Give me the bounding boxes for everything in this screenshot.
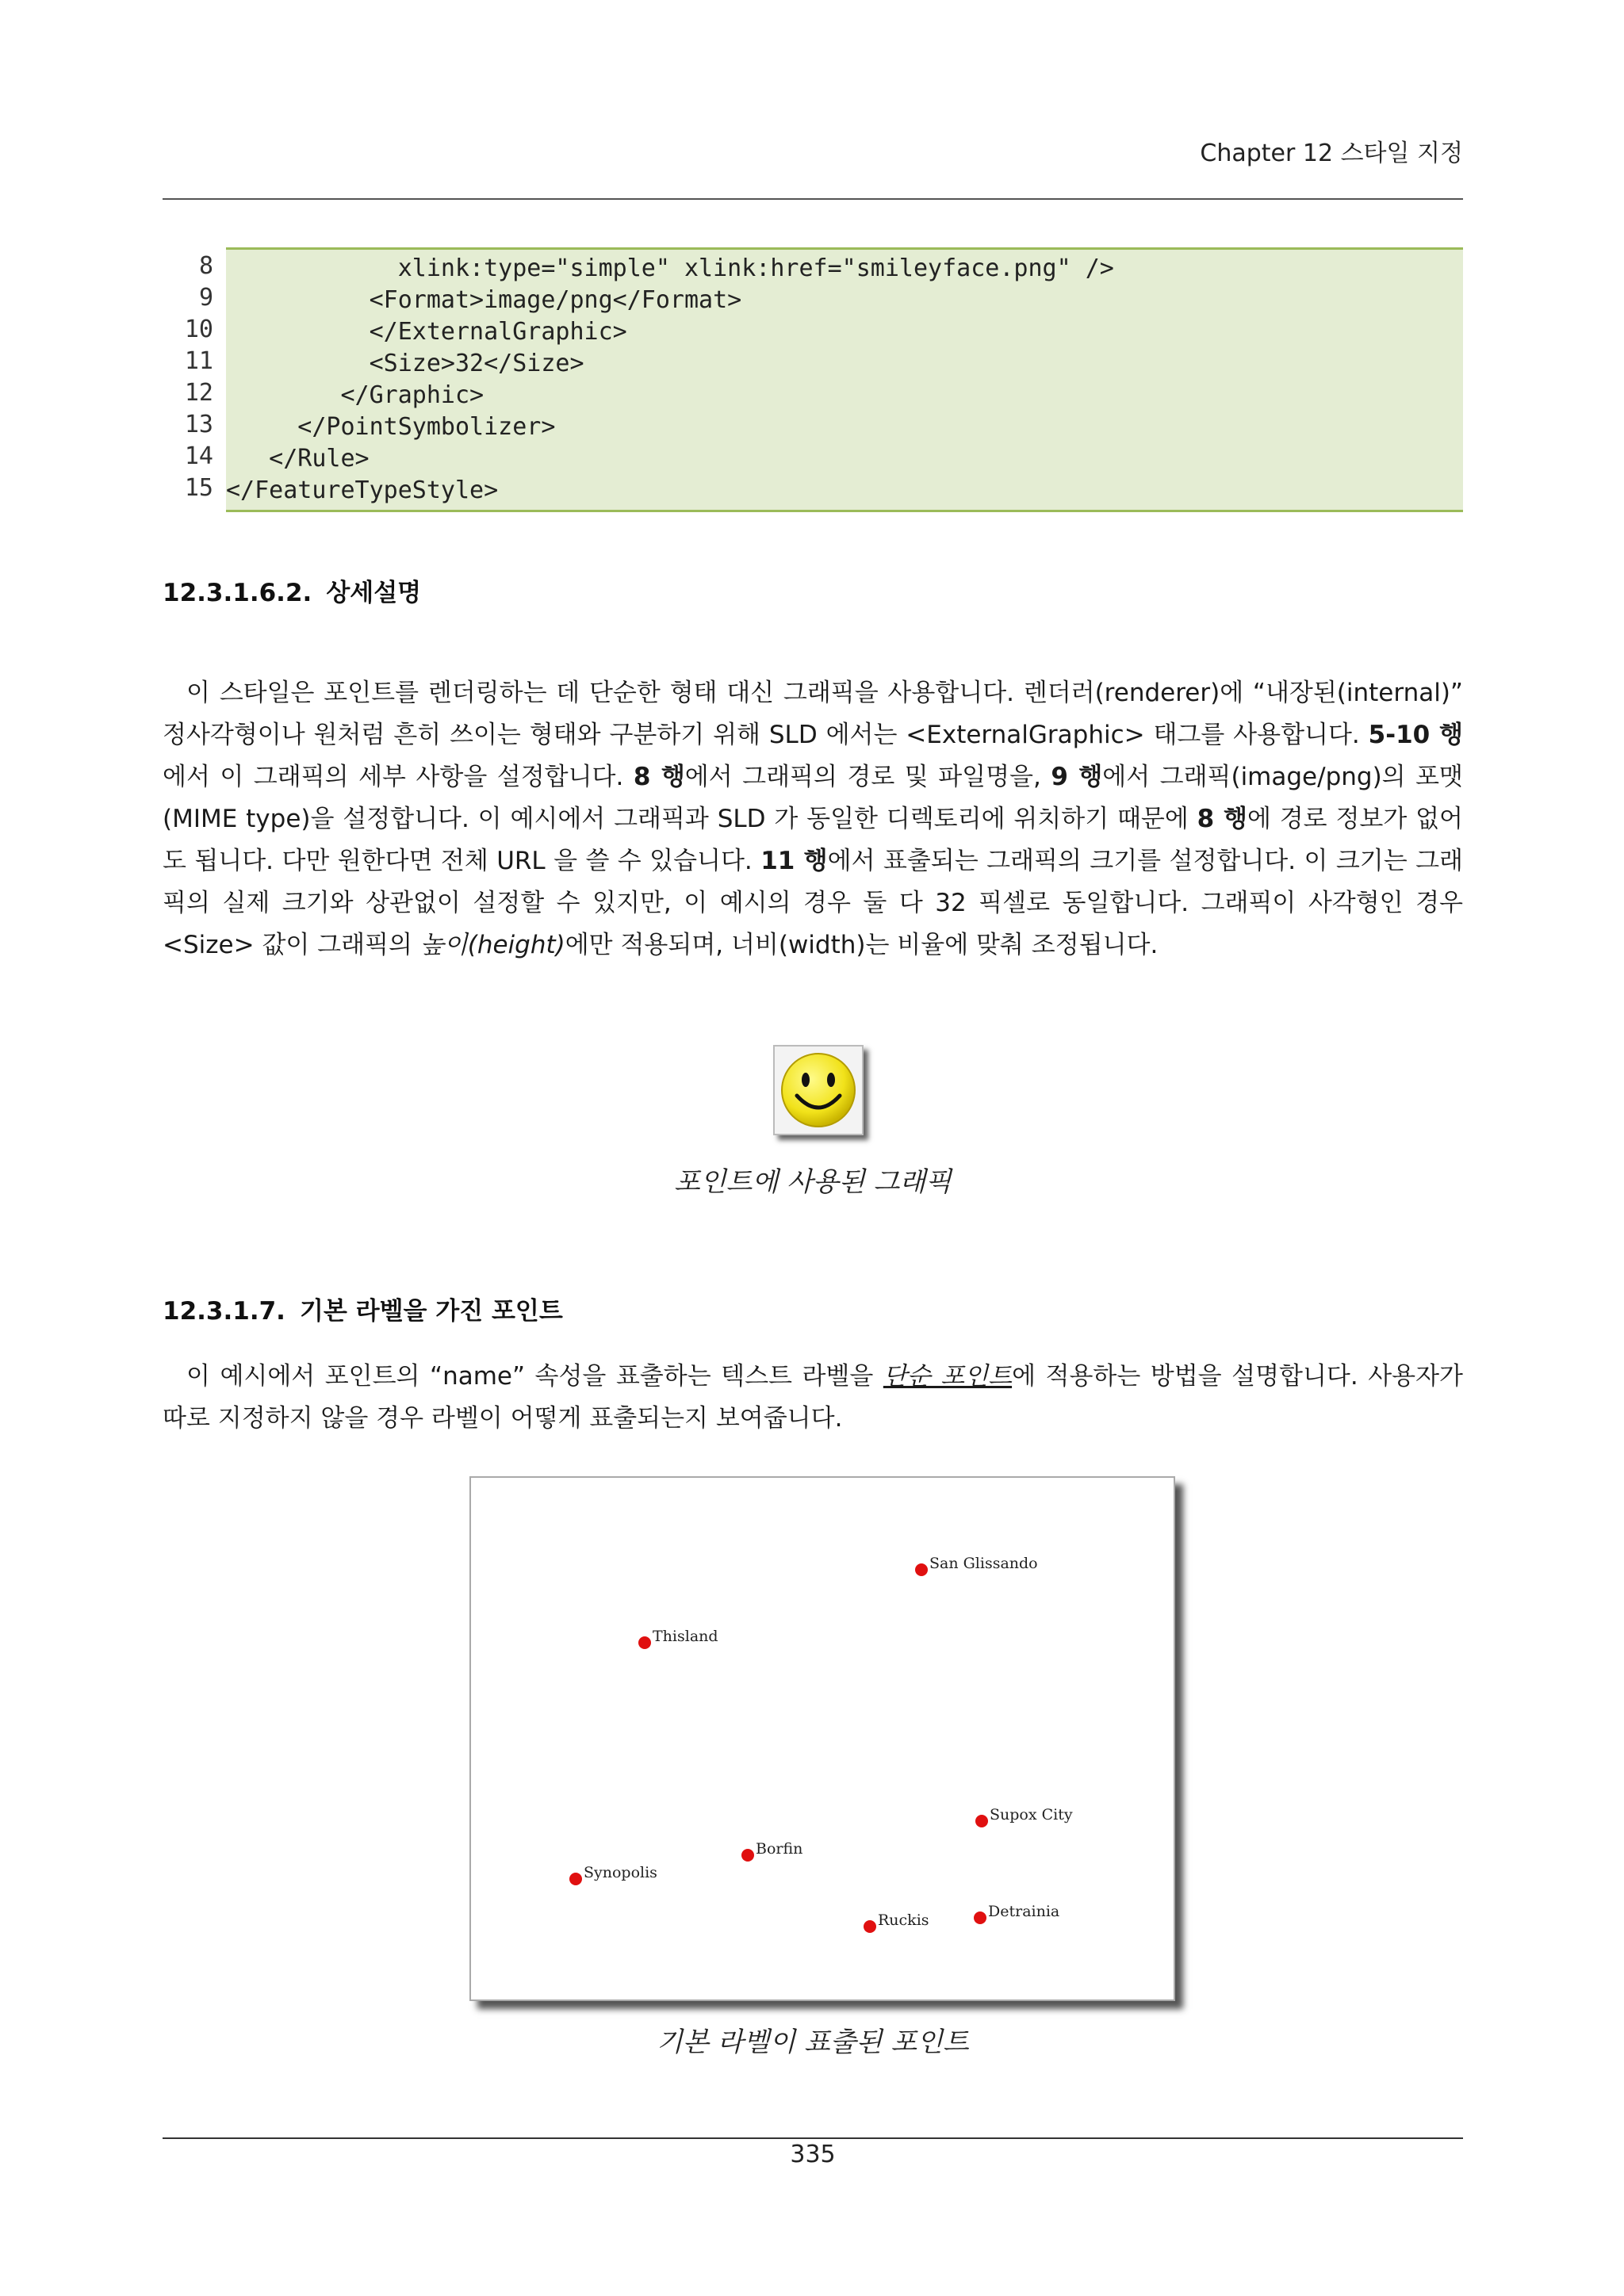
header-divider — [163, 198, 1463, 200]
code-line: </ExternalGraphic> — [226, 318, 627, 346]
page-number: 335 — [790, 2141, 836, 2168]
running-header: Chapter 12 스타일 지정 — [1200, 140, 1463, 167]
code-line: </Rule> — [226, 445, 370, 473]
line-number: 8 — [198, 252, 213, 280]
code-line-numbers — [163, 247, 226, 511]
line-number: 10 — [184, 316, 213, 343]
map-label: Supox City — [990, 1806, 1073, 1823]
map-point — [638, 1636, 651, 1649]
section-heading-labels — [163, 1291, 563, 1326]
line-number: 13 — [184, 411, 213, 438]
map-point — [974, 1911, 986, 1924]
code-line: </FeatureTypeStyle> — [226, 476, 499, 504]
map-label: Synopolis — [584, 1864, 657, 1881]
line-number: 11 — [184, 347, 213, 375]
map-point — [741, 1849, 754, 1862]
details-paragraph: 이 스타일은 포인트를 렌더링하는 데 단순한 형태 대신 그래픽을 사용합니다. 렌더러(renderer)에 “내장된(internal)” 정사각형이나 원처럼 흔히 쓰이는 형태와 구분하기 위해 SLD 에서는 <ExternalGraphic> 태그를 사용합니다. 5-10 행에서 이 그래픽의 세부 사항을 설정합니다. 8 행에서 그래픽의 경로 및 파일명을, 9 행에서 그래픽(image/png)의 포맷(MIME type)을 설정합니다. 이 예시에서 그래픽과 SLD 가 동일한 디렉토리에 위치하기 때문에 8 행에 경로 정보가 없어도 됩니다. 다만 원한다면 전체 URL 을 쓸 수 있습니다. 11 행에서 표출되는 그래픽의 크기를 설정합니다. 이 크기는 그래픽의 실제 크기와 상관없이 설정할 수 있지만, 이 예시의 경우 둘 다 32 픽셀로 동일합니다. 그래픽이 사각형인 경우 <Size> 값이 그래픽의 높이(height)에만 적용되며, 너비(width)는 비율에 맞춰 조정됩니다. — [163, 679, 1463, 959]
map-label: Ruckis — [878, 1911, 929, 1929]
map-label: San Glissando — [929, 1555, 1038, 1572]
code-line: </Graphic> — [226, 381, 485, 409]
smiley-graphic — [773, 1045, 864, 1135]
line-number: 15 — [184, 474, 213, 502]
map-label: Detrainia — [988, 1903, 1060, 1920]
section-number: 12.3.1.6.2. — [163, 579, 312, 607]
map-canvas — [471, 1478, 1174, 1999]
labels-paragraph: 이 예시에서 포인트의 “name” 속성을 표출하는 텍스트 라벨을 단순 포인트에 적용하는 방법을 설명합니다. 사용자가 따로 지정하지 않을 경우 라벨이 어떻게 표출되는지 보여줍니다. — [163, 1362, 1463, 1433]
code-listing — [163, 247, 1463, 507]
line-number: 9 — [198, 284, 213, 312]
map-point — [864, 1920, 876, 1933]
section-title: 상세설명 — [326, 579, 422, 607]
map-figure — [469, 1476, 1175, 2001]
line-number: 14 — [184, 442, 213, 470]
code-line: <Format>image/png</Format> — [226, 286, 742, 314]
footer-divider — [163, 2137, 1463, 2139]
code-block — [226, 247, 1463, 512]
section-heading-details — [163, 572, 421, 608]
map-point — [569, 1873, 582, 1885]
figure-caption-graphic: 포인트에 사용된 그래픽 — [673, 1166, 952, 1198]
section-number: 12.3.1.7. — [163, 1297, 285, 1326]
code-line: </PointSymbolizer> — [226, 413, 556, 441]
smiley-face-icon — [775, 1047, 862, 1134]
code-line: <Size>32</Size> — [226, 350, 584, 377]
section-title: 기본 라벨을 가진 포인트 — [299, 1297, 563, 1326]
map-point — [915, 1563, 928, 1576]
map-label: Borfin — [756, 1840, 803, 1858]
map-label: Thisland — [653, 1628, 718, 1645]
code-line: xlink:type="simple" xlink:href="smileyface.png" /> — [226, 254, 1114, 282]
map-point — [975, 1815, 988, 1827]
figure-caption-map: 기본 라벨이 표출된 포인트 — [657, 2026, 969, 2058]
line-number: 12 — [184, 379, 213, 407]
